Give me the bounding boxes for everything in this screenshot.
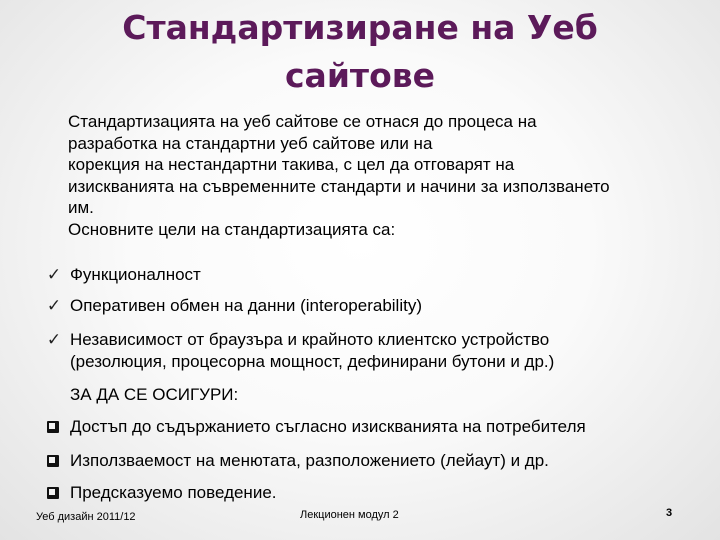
- checkmark-icon: ✓: [46, 296, 62, 315]
- goal-label-line-2: (резолюция, процесорна мощност, дефинирани бутони и др.): [70, 351, 555, 371]
- intro-paragraph: [68, 111, 718, 240]
- intro-line-4: изискванията на съвременните стандарти и начини за използването: [68, 176, 610, 196]
- intro-line-6: Основните цели на стандартизацията са:: [68, 219, 396, 239]
- ensure-label: Използваемост на менютата, разположението (лейаут) и др.: [70, 451, 549, 470]
- page-number: 3: [666, 507, 673, 519]
- goal-label-line-1: Независимост от браузъра и крайното клиентско устройство: [70, 330, 550, 349]
- goal-label: Функционалност: [70, 265, 201, 284]
- footer-course: Уеб дизайн 2011/12: [36, 511, 136, 523]
- ensure-label: Предсказуемо поведение.: [70, 483, 277, 502]
- section-heading: ЗА ДА СЕ ОСИГУРИ:: [70, 385, 239, 404]
- intro-line-3: корекция на нестандартни такива, с цел да отговарят на: [68, 155, 515, 174]
- square-bullet-icon: [47, 421, 59, 433]
- ensure-label: Достъп до съдържанието съгласно изискванията на потребителя: [70, 417, 586, 436]
- square-bullet-icon: [47, 455, 59, 467]
- checkmark-icon: ✓: [46, 265, 62, 284]
- title-line-2: сайтове: [284, 56, 435, 95]
- intro-line-5: им.: [68, 198, 94, 217]
- slide-title: [60, 4, 660, 100]
- intro-line-1: Стандартизацията на уеб сайтове се отнася до процеса на: [68, 112, 537, 131]
- intro-line-2: разработка на стандартни уеб сайтове или на: [68, 133, 433, 153]
- goal-label: Оперативен обмен на данни (interoperability): [70, 296, 422, 315]
- checkmark-icon: ✓: [46, 330, 62, 349]
- title-line-1: Стандартизиране на Уеб: [122, 8, 598, 47]
- square-bullet-icon: [47, 487, 59, 499]
- footer-module: Лекционен модул 2: [300, 509, 399, 521]
